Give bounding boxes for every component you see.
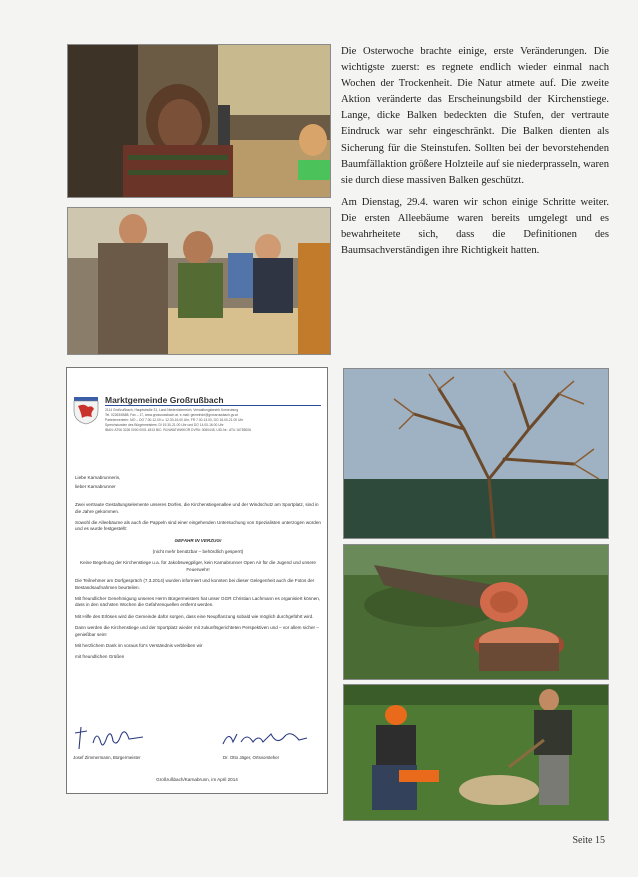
letterhead-bank: IBAN: AT06 3226 0000 0001 4813 BIC: RLNWATWWKOR DVR#: 0080445, UID-Nr.: ATU 16755006: [105, 428, 251, 432]
article-paragraph-1: Die Osterwoche brachte einige, erste Veränderungen. Die wichtigste zuerst: es regnete endlich wieder einmal nach Wochen der Trockenheit. Die Natur atmete auf. Die zweite Aktion veränderte das Erscheinungsbild der Kirchenstiege. Lange, dicke Balken bedeckten die Stufen, der vertraute Eindruck war sehr eingeschränkt. Die Balken dienten als Sicherung für die Steinstufen. Sollten bei der bevorstehenden Baumfällaktion größere Holzteile auf sie niederprasseln, waren sie durch diese massiven Balken geschützt.: [341, 46, 609, 186]
letterhead-contact: Tel. 02263/6688, Fax – 17, www.grossrussbach.at, e-mail: gemeinde@grossrussbach.gv.at: [105, 413, 238, 417]
letter-urgent-notice: GEFAHR IN VERZUG!: [174, 537, 222, 543]
article-text: [341, 44, 609, 265]
letter-paragraph: Mit freundlicher Genehmigung unseres Herrn Bürgermeisters hat unser GGR Christian Lachmann es organisiert können, dass in den nächsten Wochen die Gefahrenquellen entfernt werden.: [75, 595, 321, 608]
signer-mayor: Josef Zimmermann, Bürgermeister: [73, 755, 141, 760]
municipal-crest-icon: [72, 397, 100, 425]
photo-chainsaw-work: [343, 684, 609, 821]
signature-head-icon: [219, 728, 311, 750]
letter-paragraph: Die Teilnehmer am Dorfgespräch (7.3.2014) wurden informiert und konnten bei dieser Gelegenheit auch die Fotos der Bestandsaufnahmen beurteilen.: [75, 578, 315, 590]
letter-paragraph: Sowohl die Alleebäume als auch die Pappeln sind einer eingehenden Untersuchung von Spezialisten unterzogen worden und es wurde festgestellt:: [75, 519, 321, 532]
photo-felled-trunk: [343, 544, 609, 680]
letterhead-hours: Parteienverkehr: MO – DO 7.00-12.00 u. 12.30-16.00 Uhr, FR 7.00-13.00, DO 16.00-21.00 Uhr: [105, 418, 244, 422]
article-paragraph-2: Am Dienstag, 29.4. waren wir schon einige Schritte weiter. Die ersten Alleebäume waren bereits umgelegt und es bewahrheitete sich, dass die Definitionen des Baumsachverständigen ihre Richtigkeit hatten.: [341, 196, 609, 257]
signature-mayor-icon: [73, 723, 153, 753]
letter-paragraph: Mit Hilfe des Erlöses wird die Gemeinde dafür sorgen, dass eine Neupflanzung sobald wie möglich durchgeführt wird.: [75, 613, 314, 619]
photo-bare-tree: [343, 368, 609, 539]
letter-paragraph: Zwei vertraute Gestaltungselemente unseres Dorfes, die Kirchenstiegenallee und der Windschutz am Sportplatz, sind in die Jahre gekommen.: [75, 502, 319, 514]
letterhead-mayor-hours: Sprechstunden des Bürgermeisters: DI 19.30-21.00 Uhr und DO 14.00-16.00 Uhr: [105, 423, 224, 427]
letter-salutation-1: Liebe Karnabrunnerin,: [75, 475, 121, 480]
letterhead-address: 2114 Großrußbach, Hauptstraße 31, Land Niederösterreich, Verwaltungsbezirk Korneuburg: [105, 408, 239, 412]
letter-paragraph: Mit herzlichem Dank im voraus für's Verständnis verbleiben wir: [75, 642, 203, 648]
signer-head: Dr. Otto Jäger, Ortsvorsteher: [223, 755, 280, 760]
letterhead-divider: [105, 405, 321, 406]
municipality-letter: [66, 367, 328, 794]
letter-footer: Großrußbach/Karnabrunn, im April 2014: [156, 777, 238, 782]
letter-note: (nicht mehr benützbar – behördlich gesperrt): [152, 549, 244, 554]
letterhead-title: Marktgemeinde Großrußbach: [105, 395, 224, 405]
letter-body: [75, 475, 321, 666]
letter-paragraph: Keine Begehung der Kirchenstiege u.a. für Jakobswegpilger, kein Karnabrunner Open Air für die Jugend und unsere Feuerwehr!: [80, 560, 316, 572]
page-number: Seite 15: [572, 835, 605, 846]
letter-paragraph: Dann werden die Kirchenstiege und der Sportplatz wieder mit zukunftsgerichteten Perspektiven und – vor allem sicher – genießbar sein!: [75, 625, 319, 637]
photo-child-at-workbench: [67, 44, 331, 198]
letter-salutation-2: lieber Karnabrunner: [75, 483, 116, 489]
photo-group-at-workbench: [67, 207, 331, 355]
letter-closing: mit freundlichen Grüßen: [75, 654, 125, 660]
